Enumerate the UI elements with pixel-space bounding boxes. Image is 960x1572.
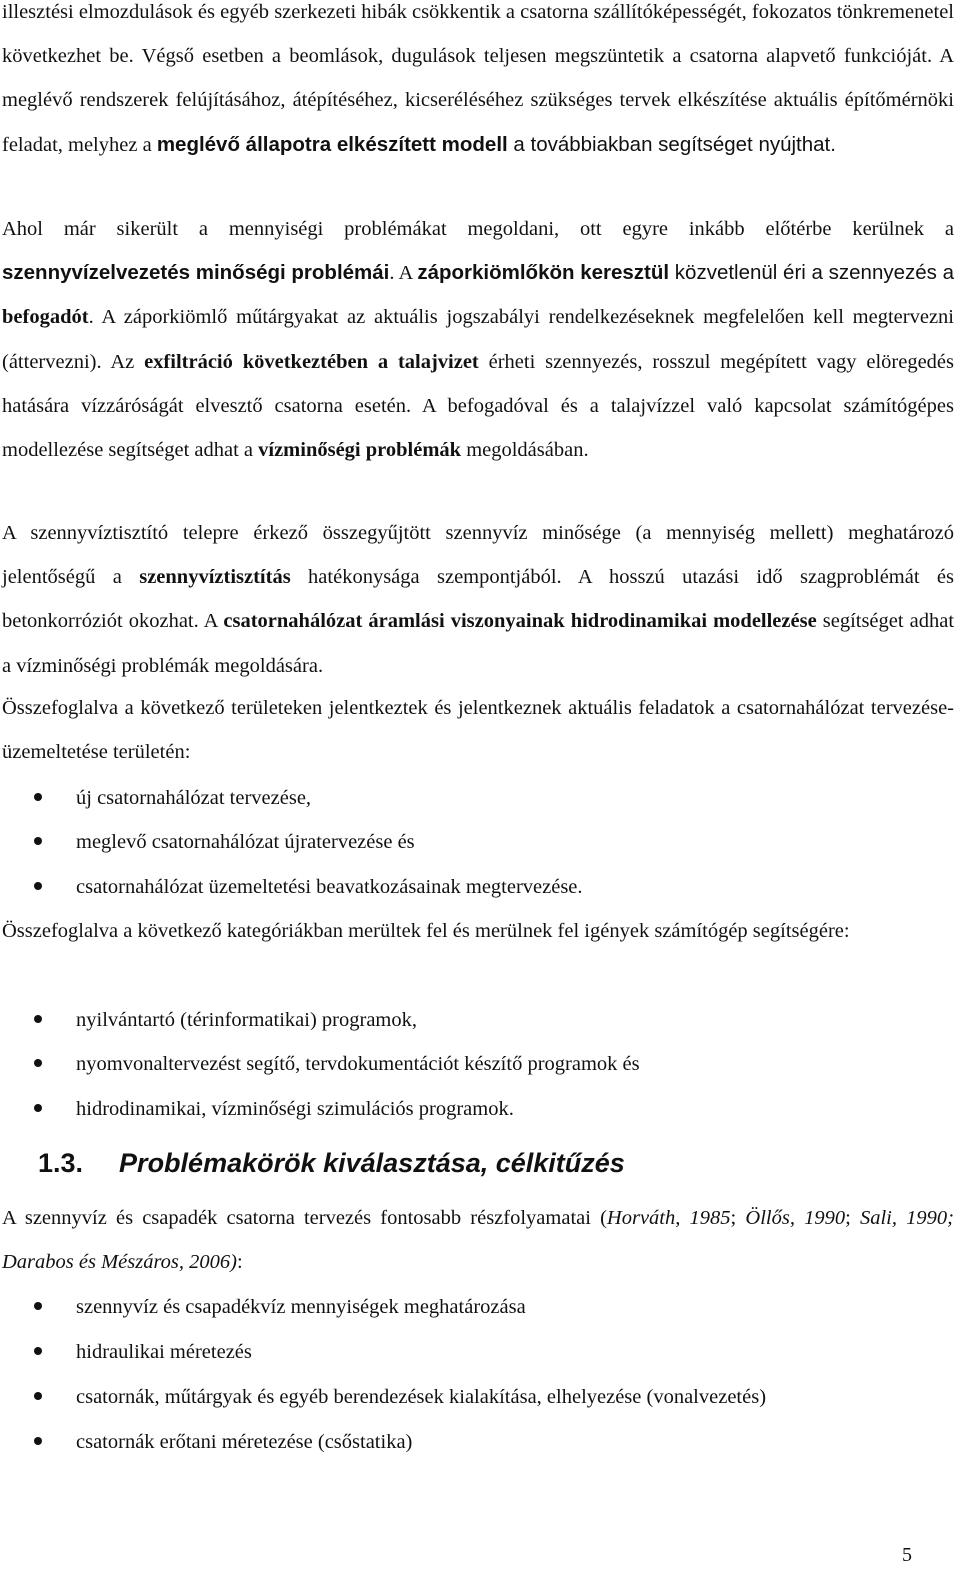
bold-term: meglévő állapotra elkészített modell <box>156 132 508 156</box>
citation: Horváth, 1985 <box>606 1207 731 1229</box>
paragraph-text: ; <box>730 1207 746 1229</box>
list-item-text: nyomvonaltervezést segítő, tervdokumentációt készítő programok és <box>76 1053 640 1075</box>
paragraph-text: közvetlenül éri a szennyezés a <box>669 261 954 285</box>
list-item-text: csatornák erőtani méretezése (csőstatika) <box>76 1431 413 1453</box>
paragraph-summary-categories: Összefoglalva a következő kategóriákban merültek fel és merülnek fel igények számítógép segítségére: <box>2 920 850 942</box>
page-number: 5 <box>902 1544 912 1566</box>
bold-term: záporkiömlőkön keresztül <box>417 261 670 285</box>
section-number: 1.3. <box>38 1148 84 1178</box>
paragraph-text: érheti szennyezés, rosszul megépített vagy elöregedés hatására vízzáróságát elvesztő csatorna esetén. A befogadóval és a talajvízzel való kapcsolat számítógépes modellezése segítséget adhat a <box>2 350 954 462</box>
paragraph-text: ; <box>845 1207 860 1229</box>
paragraph-text: illesztési elmozdulások és egyéb szerkezeti hibák csökkentik a csatorna szállítóképességét, fokozatos tönkremenetel következhet be. Végső esetben a beomlások, dugulások teljesen megszüntetik a csatorna alapvető funkcióját. A meglévő rendszerek felújításához, átépítéséhez, kicseréléséhez szükséges tervek elkészítése aktuális építőmérnöki feladat, melyhez a <box>2 1 954 156</box>
paragraph-summary-tasks: Összefoglalva a következő területeken jelentkeztek és jelentkeznek aktuális feladatok a csatornahálózat tervezése-üzemeltetése területén: <box>2 697 954 764</box>
paragraph-text: Ahol már sikerült a mennyiségi problémákat megoldani, ott egyre inkább előtérbe kerülnek a <box>2 218 954 240</box>
bullet-icon <box>34 1015 42 1023</box>
paragraph-design-subprocesses <box>2 1196 954 1284</box>
citation: Öllős, 1990 <box>745 1207 846 1229</box>
list-item-text: csatornák, műtárgyak és egyéb berendezések kialakítása, elhelyezése (vonalvezetés) <box>76 1386 767 1408</box>
bullet-icon <box>34 1392 42 1400</box>
bullet-icon <box>34 1437 42 1445</box>
paragraph-text: A szennyvíz és csapadék csatorna tervezés fontosabb részfolyamatai ( <box>2 1207 607 1229</box>
paragraph-quality-problems <box>2 207 954 472</box>
bullet-icon <box>34 1059 42 1067</box>
bullet-icon <box>34 1302 42 1310</box>
bullet-icon <box>34 1104 42 1112</box>
paragraph-text: a továbbiakban segítséget nyújthat. <box>507 132 836 156</box>
bold-term: vízminőségi problémák <box>258 439 462 462</box>
bold-term: befogadót <box>2 306 89 329</box>
section-title: Problémakörök kiválasztása, célkitűzés <box>119 1148 625 1178</box>
list-item-text: meglevő csatornahálózat újratervezése és <box>76 831 415 853</box>
list-item-text: hidrodinamikai, vízminőségi szimulációs programok. <box>76 1098 514 1120</box>
section-heading <box>38 1148 625 1179</box>
paragraph-text: . A <box>389 262 418 285</box>
paragraph-text: segítséget adhat a vízminőségi problémák megoldására. <box>2 610 955 677</box>
paragraph-text: megoldásában. <box>461 439 589 462</box>
list-item-text: nyilvántartó (térinformatikai) programok, <box>76 1009 417 1031</box>
bullet-icon <box>34 882 42 890</box>
bold-term: szennyvízelvezetés minőségi problémái <box>2 261 390 285</box>
paragraph-text: A szennyvíztisztító telepre érkező összegyűjtött szennyvíz minősége (a mennyiség mellett) meghatározó jelentőségű a <box>2 522 954 589</box>
bullet-icon <box>34 837 42 845</box>
list-item-text: új csatornahálózat tervezése, <box>76 787 312 809</box>
bold-term: szennyvíztisztítás <box>139 566 291 589</box>
bold-term: csatornahálózat áramlási viszonyainak hidrodinamikai modellezése <box>223 610 817 633</box>
bullet-icon <box>34 793 42 801</box>
paragraph-text: : <box>237 1251 243 1274</box>
paragraph-structural-defects <box>2 0 954 167</box>
paragraph-text: hatékonysága szempontjából. A hosszú utazási idő szagproblémát és betonkorróziót okozhat. A <box>2 566 954 633</box>
citation: Sali, 1990; Darabos és Mészáros, 2006) <box>2 1207 954 1274</box>
bold-term: exfiltráció következtében a talajvizet <box>144 350 479 373</box>
bullet-icon <box>34 1347 42 1355</box>
list-item-text: csatornahálózat üzemeltetési beavatkozásainak megtervezése. <box>76 876 583 898</box>
paragraph-text: . A záporkiömlő műtárgyakat az aktuális jogszabályi rendelkezéseknek megfelelően kell megtervezni (áttervezni). Az <box>2 306 954 373</box>
paragraph-treatment <box>2 511 954 688</box>
list-item-text: hidraulikai méretezés <box>76 1341 252 1363</box>
list-item-text: szennyvíz és csapadékvíz mennyiségek meghatározása <box>76 1296 526 1318</box>
